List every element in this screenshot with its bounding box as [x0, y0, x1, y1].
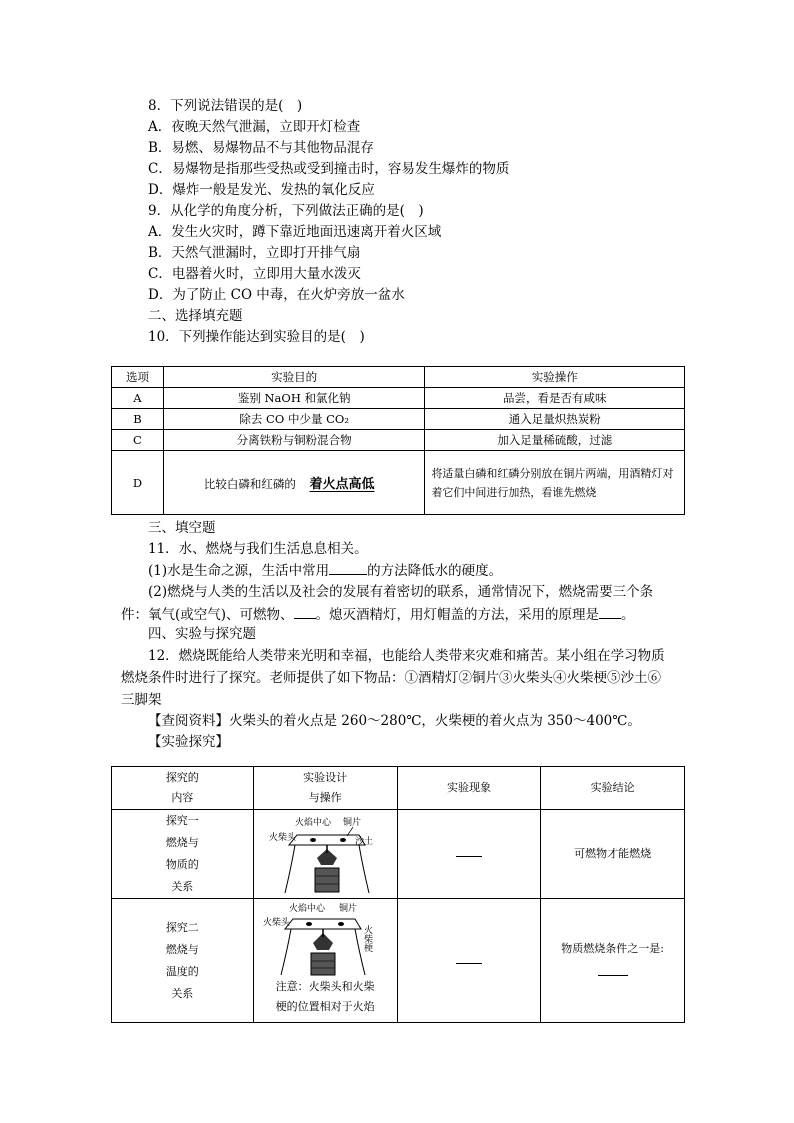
q11-blank-3[interactable] — [599, 604, 621, 619]
q8-option-d: D．爆炸一般是发光、发热的氧化反应 — [148, 182, 375, 198]
table-cell: D — [112, 451, 164, 515]
q11-part2-text-a: 件：氧气(或空气)、可燃物、 — [121, 607, 294, 623]
phenomenon-blank[interactable] — [456, 953, 482, 964]
content-line: 关系 — [171, 880, 194, 893]
q12-header-phenomenon: 实验现象 — [397, 767, 541, 810]
q10-table — [111, 366, 685, 515]
q9-option-a: A．发生火灾时，蹲下靠近地面迅速离开着火区域 — [148, 224, 442, 240]
content-line: 燃烧与 — [165, 942, 199, 956]
q11-blank-2[interactable] — [294, 604, 316, 619]
q11-part1-text-a: (1)水是生命之源，生活中常用 — [148, 563, 330, 579]
note-line: 注意：火柴头和火柴 — [275, 980, 375, 993]
q12-line3: 三脚架 — [121, 692, 162, 708]
sand-mark — [340, 838, 346, 842]
table-cell — [163, 451, 425, 515]
q12-row1-conclusion: 可燃物才能燃烧 — [541, 810, 685, 899]
apparatus-diagram-1 — [255, 813, 395, 895]
match-head-mark — [310, 838, 316, 842]
match-head-mark — [306, 922, 312, 926]
q12-header-content — [112, 767, 254, 810]
q12-row1-design — [253, 810, 397, 899]
q12-table — [111, 766, 685, 1023]
table-cell: 通入足量炽热炭粉 — [425, 409, 685, 430]
q10-header-option: 选项 — [112, 367, 164, 388]
q11-part2-text-c: 。 — [621, 607, 635, 623]
table-cell: 鉴别 NaOH 和氯化钠 — [163, 388, 425, 409]
header-line: 与操作 — [308, 791, 342, 804]
q12-header-conclusion: 实验结论 — [541, 767, 685, 810]
section-heading-2: 二、选择填充题 — [148, 308, 243, 324]
q8-stem: 8．下列说法错误的是( ) — [148, 98, 303, 114]
label-copper: 铜片 — [343, 818, 362, 828]
label-copper: 铜片 — [339, 904, 358, 914]
header-line: 探究的 — [165, 771, 199, 784]
q10-header-operation: 实验操作 — [425, 367, 685, 388]
q8-option-c: C．易爆物是指那些受热或受到撞击时，容易发生爆炸的物质 — [148, 161, 510, 177]
q12-line2: 燃烧条件时进行了探究。老师提供了如下物品：①酒精灯②铜片③火柴头④火柴梗⑤沙土⑥ — [121, 670, 661, 686]
label-flame-center: 火焰中心 — [289, 904, 326, 914]
phenomenon-blank[interactable] — [456, 846, 482, 857]
match-stick-mark — [338, 922, 344, 926]
q12-row2-phenomenon[interactable] — [397, 899, 541, 1023]
q11-part2-line2 — [121, 604, 635, 625]
table-cell: 品尝，看是否有咸味 — [425, 388, 685, 409]
q11-part1 — [148, 560, 502, 581]
q12-explore: 【实验探究】 — [148, 734, 229, 750]
content-line: 关系 — [171, 986, 194, 1000]
q9-option-b: B．天然气泄漏时，立即打开排气扇 — [148, 245, 361, 261]
content-line: 探究二 — [165, 920, 199, 934]
alcohol-lamp-icon — [311, 953, 335, 975]
q12-row2-conclusion — [541, 899, 685, 1023]
conclusion-text: 物质燃烧条件之一是: — [561, 941, 664, 955]
q10-d-answer: 着火点高低 — [309, 477, 375, 492]
q12-row2-content — [112, 899, 254, 1023]
q10-header-goal: 实验目的 — [163, 367, 425, 388]
q12-row1-phenomenon[interactable] — [397, 810, 541, 899]
header-line: 实验设计 — [303, 771, 348, 784]
q11-part2-line1: (2)燃烧与人类的生活以及社会的发展有着密切的联系，通常情况下，燃烧需要三个条 — [148, 584, 654, 600]
q11-part1-text-b: 的方法降低水的硬度。 — [367, 563, 503, 579]
section-heading-4: 四、实验与探究题 — [148, 626, 256, 642]
label-sand: 沙土 — [355, 837, 374, 847]
q12-info: 【查阅资料】火柴头的着火点是 260～280℃，火柴梗的着火点为 350～400℃。 — [148, 713, 641, 729]
table-cell: A — [112, 388, 164, 409]
q8-option-b: B．易燃、易爆物品不与其他物品混存 — [148, 140, 374, 156]
note-line: 梗的位置相对于火焰 — [275, 1000, 375, 1013]
apparatus-diagram-2 — [255, 901, 395, 977]
q10-stem: 10．下列操作能达到实验目的是( ) — [148, 329, 365, 345]
q12-header-design — [253, 767, 397, 810]
table-cell: B — [112, 409, 164, 430]
q12-line1: 12．燃烧既能给人类带来光明和幸福，也能给人类带来灾难和痛苦。某小组在学习物质 — [148, 648, 665, 664]
label-match-stick: 火柴梗 — [362, 925, 373, 952]
alcohol-lamp-icon — [315, 868, 339, 892]
q9-stem: 9．从化学的角度分析，下列做法正确的是( ) — [148, 203, 424, 219]
q10-d-goal-prefix: 比较白磷和红磷的 — [203, 477, 296, 491]
q9-option-c: C．电器着火时，立即用大量水泼灭 — [148, 266, 361, 282]
q9-option-d: D．为了防止 CO 中毒，在火炉旁放一盆水 — [148, 287, 405, 303]
conclusion-blank[interactable] — [598, 965, 628, 976]
content-line: 燃烧与 — [165, 836, 199, 849]
content-line: 温度的 — [165, 964, 199, 978]
q12-row1-content — [112, 810, 254, 899]
q11-part2-text-b: 。熄灭酒精灯，用灯帽盖的方法，采用的原理是 — [315, 607, 600, 623]
table-cell: 将适量白磷和红磷分别放在铜片两端，用酒精灯对着它们中间进行加热，看谁先燃烧 — [425, 451, 685, 515]
label-match-head: 火柴头 — [263, 918, 291, 928]
content-line: 物质的 — [165, 858, 199, 871]
q11-stem: 11．水、燃烧与我们生活息息相关。 — [148, 541, 368, 557]
table-cell: 分离铁粉与铜粉混合物 — [163, 430, 425, 451]
table-cell: 加入足量稀硫酸，过滤 — [425, 430, 685, 451]
label-match-head: 火柴头 — [269, 833, 297, 843]
header-line: 内容 — [171, 791, 194, 804]
label-flame-center: 火焰中心 — [295, 818, 332, 828]
table-cell: 除去 CO 中少量 CO₂ — [163, 409, 425, 430]
q12-row2-design — [253, 899, 397, 1023]
q8-option-a: A．夜晚天然气泄漏，立即开灯检查 — [148, 119, 361, 135]
content-line: 探究一 — [165, 814, 199, 827]
table-cell: C — [112, 430, 164, 451]
section-heading-3: 三、填空题 — [148, 520, 216, 536]
q11-blank-1[interactable] — [329, 560, 367, 575]
